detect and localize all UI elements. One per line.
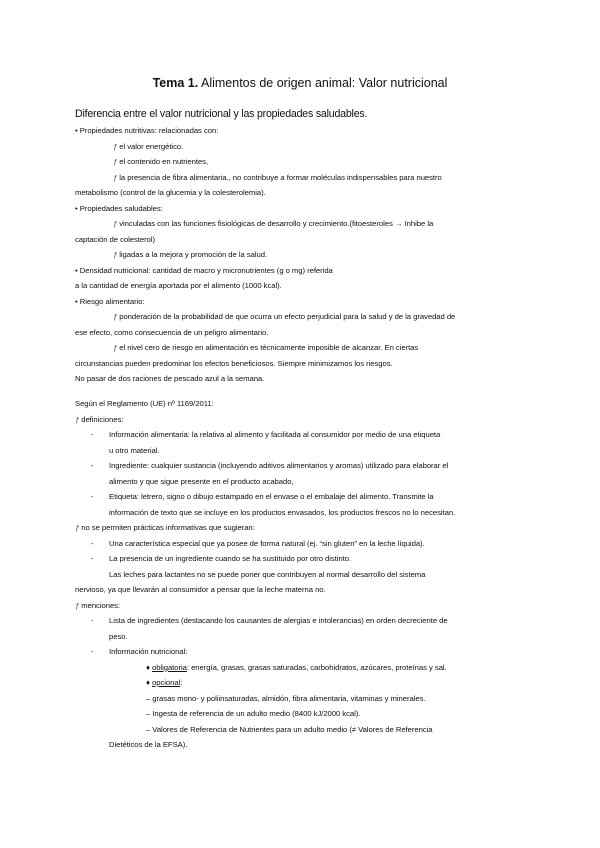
bullet-icon: ƒ [113, 312, 118, 321]
line: • Propiedades saludables: [75, 203, 163, 213]
list-item [75, 412, 535, 428]
line: • Riesgo alimentario: [75, 296, 145, 306]
list-item [75, 247, 535, 263]
line: : energía, grasas, grasas saturadas, carbohidratos, azúcares, proteínas y sal. [186, 662, 447, 672]
line: no se permiten prácticas informativas que sugieran: [81, 523, 255, 532]
bullet-icon: ƒ [113, 157, 118, 166]
bullet-icon: ƒ [113, 172, 118, 182]
line: captación de colesterol) [75, 234, 155, 244]
line: el nivel cero de riesgo en alimentación es técnicamente imposible de alcanzar. En ciertas [119, 343, 419, 352]
line: metabolismo (control de la glucemia y la colesterolemia). [75, 188, 266, 197]
list-item [75, 309, 535, 325]
diamond-icon: ♦ [146, 662, 152, 672]
line: a la cantidad de energía aportada por el alimento (1000 kcal). [75, 281, 282, 290]
nutrition-section [75, 123, 535, 387]
line: ese efecto, como consecuencia de un peligro alimentario. [75, 327, 269, 337]
bullet-icon: ƒ [113, 219, 118, 228]
line: peso. [109, 631, 128, 641]
line: alimento y que sigue presente en el producto acabado, [109, 476, 294, 486]
dash-item: - La presencia de un ingrediente cuando se ha sustituido por otro distinto. [75, 551, 535, 567]
label-opcional: opcional [151, 678, 181, 687]
title-text: Alimentos de origen animal: Valor nutricional [198, 76, 448, 90]
line: definiciones: [81, 414, 124, 424]
list-item [75, 340, 535, 356]
list-item [75, 520, 535, 536]
line: circunstancias pueden predominar los efectos beneficiosos. Siempre minimizamos los riesgos. [75, 358, 393, 368]
optional-item [75, 675, 535, 691]
bullet-icon: ƒ [75, 523, 80, 532]
dash-item: - Información alimentaria: la relativa al alimento y facilitada al consumidor por medio de una etiqueta [75, 427, 535, 443]
bullet-icon: ƒ [113, 141, 118, 151]
list-item [75, 154, 535, 170]
label-obligatoria: obligatoria [151, 662, 187, 672]
line: • Densidad nutricional: cantidad de macro y micronutrientes (g o mg) referida [75, 265, 333, 275]
bullet-icon: ƒ [113, 343, 118, 352]
bullet-icon: ƒ [113, 250, 118, 259]
line: el valor energético. [119, 141, 184, 151]
line: la presencia de fibra alimentaria., no contribuye a formar moléculas indispensables para nuestro [119, 172, 442, 182]
section-heading: Diferencia entre el valor nutricional y las propiedades saludables. [75, 108, 368, 120]
dash-item: - Información nutricional: [75, 644, 535, 660]
line: : [180, 678, 183, 687]
document-title [0, 76, 600, 90]
list-item [75, 598, 535, 614]
line: Según el Reglamento (UE) nº 1169/2011: [75, 399, 214, 408]
line: menciones: [81, 600, 121, 610]
regulation-section [75, 396, 535, 753]
line: ponderación de la probabilidad de que ocurra un efecto perjudicial para la salud y de la gravedad de [119, 312, 456, 321]
line: el contenido en nutrientes, [119, 157, 209, 166]
line: ligadas a la mejora y promoción de la salud. [119, 250, 268, 259]
dash-item: - Ingrediente: cualquier sustancia (incluyendo aditivos alimentarios y aromas) utilizado para elaborar el [75, 458, 535, 474]
line: vinculadas con las funciones fisiológicas de desarrollo y crecimiento.(fitoesteroles → Inhibe la [119, 219, 434, 228]
bullet-icon: ƒ [75, 414, 80, 424]
bullet-icon: ƒ [75, 600, 80, 610]
dash-item: - Lista de ingredientes (destacando los causantes de alergias e intolerancias) en orden decreciente de [75, 613, 535, 629]
list-item [75, 170, 535, 186]
line: información de texto que se incluye en los productos envasados, los productos frescos no lo necesitan. [109, 507, 456, 517]
line: u otro material. [109, 445, 160, 455]
line: • Propiedades nutritivas: relacionadas con: [75, 126, 219, 135]
dash-item: - Una característica especial que ya posee de forma natural (ej. “sin gluten” en la leche líquida). [75, 536, 535, 552]
list-item [75, 139, 535, 155]
mandatory-item [75, 660, 535, 676]
line: Las leches para lactantes no se puede poner que contribuyen al normal desarrollo del sistema [109, 569, 426, 579]
line: – Ingesta de referencia de un adulto medio (8400 kJ/2000 kcal). [146, 709, 361, 718]
list-item [75, 216, 535, 232]
line: No pasar de dos raciones de pescado azul a la semana. [75, 374, 265, 383]
line: nervioso, ya que llevarán al consumidor a pensar que la leche materna no. [75, 585, 326, 594]
line: – Valores de Referencia de Nutrientes para un adulto medio (≠ Valores de Referencia [146, 724, 433, 734]
title-topic-number: Tema 1. [152, 76, 199, 90]
dash-item: - Etiqueta: letrero, signo o dibujo estampado en el envase o el embalaje del alimento. Transmite la [75, 489, 535, 505]
line: – grasas mono- y poliinsaturadas, almidón, fibra alimentaria, vitaminas y minerales. [146, 693, 426, 703]
diamond-icon: ♦ [146, 678, 152, 687]
line: Dietéticos de la EFSA). [109, 740, 188, 749]
